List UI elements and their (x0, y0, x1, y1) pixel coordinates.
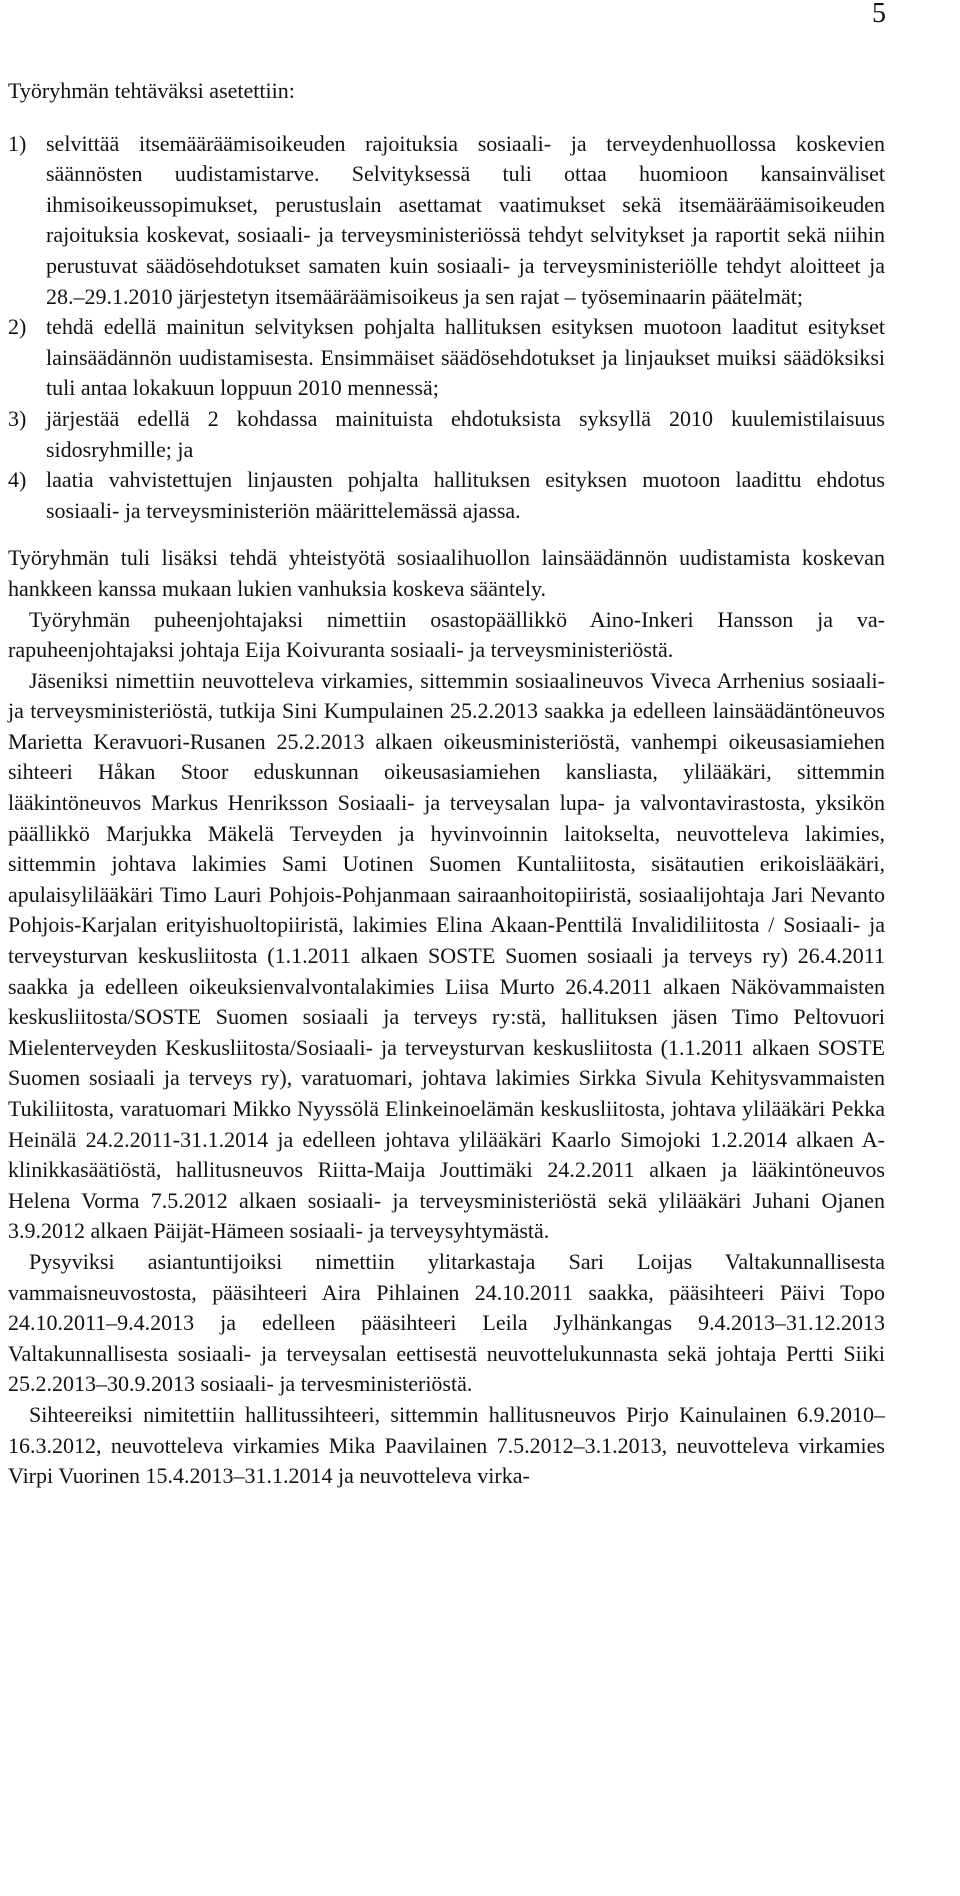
task-text: laatia vahvistettujen linjausten pohjalta hallituksen esityksen muotoon laadittu ehdotus sosiaali- ja terveysministeriön määrittelemässä ajassa. (46, 467, 885, 523)
task-number: 4) (8, 467, 27, 493)
task-number: 3) (8, 405, 27, 431)
paragraph-members: Jäseniksi nimettiin neuvotteleva virkamies, sittemmin sosiaalineuvos Viveca Arrhenius sosiaali- ja terveysministeriöstä, tutkija Sini Kumpulainen 25.2.2013 saakka ja edelleen lainsäädäntöneuvos Marietta Keravuori-Rusanen 25.2.2013 alkaen oikeusministeriöstä, vanhempi oikeusasiamiehen sihteeri Håkan Stoor eduskunnan oikeusasiamiehen kansliasta, ylilääkäri, sittemmin lääkintöneuvos Markus Henriksson Sosiaali- ja terveysalan lupa- ja valvontavirastosta, yksikön päällikkö Marjukka Mäkelä Terveyden ja hyvinvoinnin laitokselta, neuvotteleva lakimies, sittemmin johtava lakimies Sami Uotinen Suomen Kuntaliitosta, sisätautien erikoislääkäri, apulaisylilääkäri Timo Lauri Pohjois-Pohjanmaan sairaanhoitopiiristä, sosiaalijohtaja Jari Nevanto Pohjois-Karjalan erityishuoltopiiristä, lakimies Elina Akaan-Penttilä Invalidiliitosta / Sosiaali- ja terveysturvan keskusliitosta (1.1.2011 alkaen SOSTE Suomen sosiaali ja terveys ry) 26.4.2011 saakka ja edelleen oikeuksienvalvontalakimies Liisa Murto 26.4.2011 alkaen Näkövammaisten keskusliitosta/SOSTE Suomen sosiaali ja terveys ry:stä, hallituksen jäsen Timo Peltovuori Mielenterveyden Keskusliitosta/Sosiaali- ja terveysturvan keskusliitosta (1.1.2011 alkaen SOSTE Suomen sosiaali ja terveys ry), varatuomari, johtava lakimies Sirkka Sivula Kehitysvammaisten Tukiliitosta, varatuomari Mikko Nyyssölä Elinkeinoelämän keskusliitosta, johtava ylilääkäri Pekka Heinälä 24.2.2011-31.1.2014 ja edelleen johtava ylilääkäri Kaarlo Simojoki 1.2.2014 alkaen A-klinikkasäätiöstä, hallitusneuvos Riitta-Maija Jouttimäki 24.2.2011 alkaen ja lääkintöneuvos Helena Vorma 7.5.2012 alkaen sosiaali- ja terveysministeriöstä sekä ylilääkäri Juhani Ojanen 3.9.2012 alkaen Päijät-Hämeen sosiaali- ja terveysyhtymästä. (8, 667, 885, 1244)
task-text: järjestää edellä 2 kohdassa mainituista ehdotuksista syksyllä 2010 kuulemistilaisuus sidosryhmille; ja (46, 405, 885, 462)
paragraph-secretaries: Sihteereiksi nimitettiin hallitussihteeri, sittemmin hallitusneuvos Pirjo Kainulainen 6.9.2010–16.3.2012, neuvotteleva virkamies Mika Paavilainen 7.5.2012–3.1.2013, neuvotteleva virkamies Virpi Vuorinen 15.4.2013–31.1.2014 ja neuvotteleva virka- (8, 1401, 885, 1489)
document-body (8, 76, 885, 1492)
section-intro: Työryhmän tehtäväksi asetettiin: (8, 78, 295, 103)
paragraph-cooperation: Työryhmän tuli lisäksi tehdä yhteistyötä sosiaalihuollon lainsäädännön uudistamista koskevan hankkeen kanssa mukaan lukien vanhuksia koskeva sääntely. (8, 545, 885, 601)
task-list (8, 129, 885, 527)
task-number: 1) (8, 130, 27, 156)
page-number: 5 (872, 0, 886, 29)
task-item-2 (8, 312, 885, 404)
paragraph-chairs: Työryhmän puheenjohtajaksi nimettiin osastopäällikkö Aino-Inkeri Hansson ja varapuheenjohtajaksi johtaja Eija Koivuranta sosiaali- ja terveysministeriöstä. (8, 606, 885, 663)
task-text: selvittää itsemääräämisoikeuden rajoituksia sosiaali- ja terveydenhuollossa koskevien säännösten uudistamistarve. Selvityksessä tuli ottaa huomioon kansainväliset ihmisoikeussopimukset, perustuslain asettamat vaatimukset sekä itsemääräämisoikeuden rajoituksia koskevat, sosiaali- ja terveysministeriössä tehdyt selvitykset ja raportit sekä niihin perustuvat säädösehdotukset samaten kuin sosiaali- ja terveysministeriölle tehdyt aloitteet ja 28.–29.1.2010 järjestetyn itsemääräämisoikeus ja sen rajat – työseminaarin päätelmät; (46, 130, 885, 309)
paragraph-experts: Pysyviksi asiantuntijoiksi nimettiin ylitarkastaja Sari Loijas Valtakunnallisesta vammaisneuvostosta, pääsihteeri Aira Pihlainen 24.10.2011 saakka, pääsihteeri Päivi Topo 24.10.2011–9.4.2013 ja edelleen pääsihteeri Leila Jylhänkangas 9.4.2013–31.12.2013 Valtakunnallisesta sosiaali- ja terveysalan eettisestä neuvottelukunnasta sekä johtaja Pertti Siiki 25.2.2013–30.9.2013 sosiaali- ja tervesministeriöstä. (8, 1248, 885, 1397)
task-item-3 (8, 404, 885, 465)
task-text: tehdä edellä mainitun selvityksen pohjalta hallituksen esityksen muotoon laaditut esitykset lainsäädännön uudistamisesta. Ensimmäiset säädösehdotukset ja linjaukset muiksi säädöksiksi tuli antaa lokakuun loppuun 2010 mennessä; (46, 314, 885, 401)
task-item-1 (8, 129, 885, 313)
task-item-4 (8, 465, 885, 526)
task-number: 2) (8, 314, 27, 340)
